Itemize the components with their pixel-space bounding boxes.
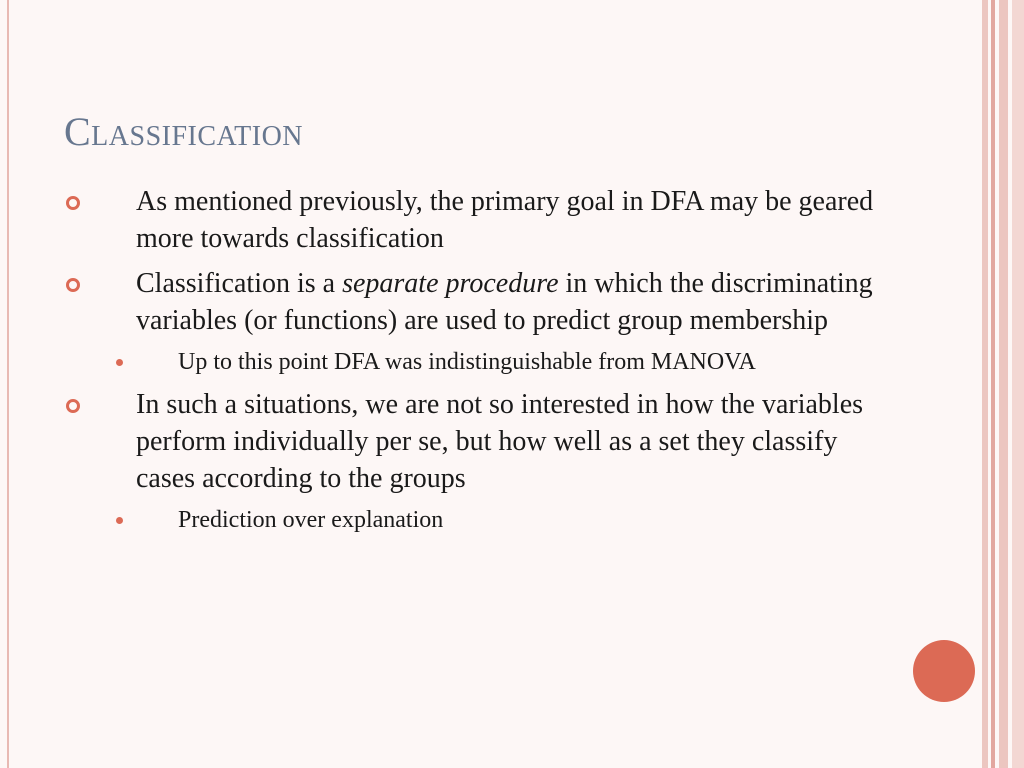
right-frame-stripe (991, 0, 995, 768)
bullet-item (60, 386, 880, 497)
ring-bullet-icon (66, 399, 80, 413)
bullet-item (60, 183, 880, 257)
bullet-text: In such a situations, we are not so interested in how the variables perform individually per se, but how well as a set they classify cases according to the groups (136, 389, 864, 494)
right-frame-stripe (999, 0, 1008, 768)
accent-circle (913, 640, 975, 702)
sub-bullet-item (60, 505, 880, 536)
sub-bullet-text: Up to this point DFA was indistinguishable from MANOVA (178, 349, 756, 375)
left-frame-stripe (7, 0, 9, 768)
right-frame-stripe (1012, 0, 1024, 768)
right-frame-stripe (982, 0, 988, 768)
bullet-list (60, 183, 880, 544)
dot-bullet-icon (116, 359, 123, 366)
bullet-text-after: in which the discriminating variables (or functions) are used to predict group membership (136, 268, 873, 336)
dot-bullet-icon (116, 517, 123, 524)
sub-bullet-text: Prediction over explanation (178, 507, 444, 533)
bullet-item (60, 265, 880, 339)
bullet-text-before: Classification is a (136, 268, 343, 299)
slide-title: Classification (64, 109, 304, 154)
ring-bullet-icon (66, 196, 80, 210)
bullet-text: As mentioned previously, the primary goal in DFA may be geared more towards classification (136, 186, 874, 254)
bullet-emphasis: separate procedure (342, 268, 559, 299)
sub-bullet-item (60, 347, 880, 378)
ring-bullet-icon (66, 278, 80, 292)
